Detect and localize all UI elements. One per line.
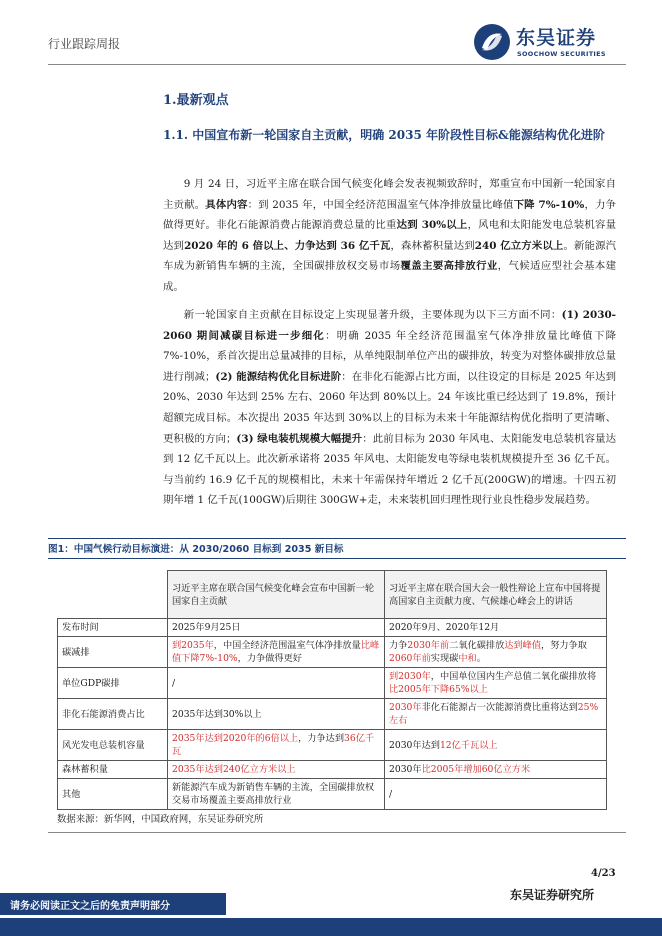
row-label: 风光发电总装机容量 <box>58 730 168 761</box>
row-label: 非化石能源消费占比 <box>58 699 168 730</box>
company-logo <box>473 22 623 62</box>
footer-divider <box>48 832 626 833</box>
cell-2025-target <box>168 761 385 779</box>
highlight-text: 25%左右 <box>389 702 599 726</box>
section-title: 1.最新观点 <box>163 93 229 108</box>
highlight-text: 比峰值下降7%-10% <box>172 640 380 664</box>
cell-text: 达到 <box>421 739 440 751</box>
cell-2020-target <box>385 779 607 810</box>
header-divider <box>48 64 626 65</box>
cell-2025-target <box>168 779 385 810</box>
cell-2020-target <box>385 699 607 730</box>
cell-2020-target <box>385 637 607 668</box>
cell-text: 实现碳 <box>430 653 459 664</box>
cell-2020-target <box>385 730 607 761</box>
comparison-table <box>57 570 607 810</box>
table-row <box>58 637 607 668</box>
cell-text: 2030年 <box>389 739 422 751</box>
footer-color-bar <box>0 918 662 936</box>
highlight-text: 2030年 <box>389 702 422 713</box>
highlight-text: 比2005年增加60亿立方米 <box>421 764 531 775</box>
highlight-text: 到2030年 <box>389 671 431 682</box>
cell-text: 。 <box>476 653 486 664</box>
highlight-text: 2030年前 <box>407 640 450 651</box>
row-label: 发布时间 <box>58 619 168 637</box>
cell-2020-target <box>385 619 607 637</box>
cell-text: 2020年9月、2020年12月 <box>389 622 500 633</box>
table-header-2025: 习近平主席在联合国气候变化峰会宣布中国新一轮国家自主贡献 <box>168 571 385 619</box>
disclaimer-banner <box>0 893 226 915</box>
cell-2020-target <box>385 761 607 779</box>
highlight-text: 2035年达到240亿立方米以上 <box>172 764 296 775</box>
cell-text: ，力争做得更好 <box>237 653 302 664</box>
cell-2025-target <box>168 699 385 730</box>
cell-text: / <box>389 788 393 800</box>
report-type-label: 行业跟踪周报 <box>48 37 121 51</box>
table-row <box>58 730 607 761</box>
cell-text: 2035年达到30%以上 <box>172 708 262 720</box>
row-label: 单位GDP碳排 <box>58 668 168 699</box>
cell-2020-target <box>385 668 607 699</box>
highlight-text: 比2005年下降65%以上 <box>389 684 488 695</box>
table-row <box>58 668 607 699</box>
cell-text: 新能源汽车成为新销售车辆的主流，全国碳排放权交易市场覆盖主要高排放行业 <box>172 782 375 806</box>
table-corner-cell <box>58 571 168 619</box>
row-label: 其他 <box>58 779 168 810</box>
cell-text: / <box>172 677 176 689</box>
highlight-text: 到2035年 <box>172 640 214 651</box>
row-label: 森林蓄积量 <box>58 761 168 779</box>
caption-bottom-rule <box>48 558 626 559</box>
cell-2025-target <box>168 668 385 699</box>
cell-text: 2025年9月25日 <box>172 622 241 633</box>
cell-text: ，中国全经济范围温室气体净排放量 <box>213 640 361 651</box>
highlight-text: 中和 <box>458 653 477 664</box>
cell-2025-target <box>168 730 385 761</box>
logo-mark-icon <box>473 23 511 61</box>
caption-top-rule <box>48 538 626 539</box>
row-label: 碳减排 <box>58 637 168 668</box>
highlight-text: 2060年前 <box>389 653 431 664</box>
cell-2025-target <box>168 637 385 668</box>
table-header-row <box>58 571 607 619</box>
table-row <box>58 699 607 730</box>
paragraph-ndc-content: 9 月 24 日，习近平主席在联合国气候变化峰会发表视频致辞时，郑重宣布中国新一轮国家自主贡献。具体内容：到 2035 年，中国全经济范围温室气体净排放量比峰值下降 7%-10%，力争做得更好。非化石能源消费占能源消费总量的比重达到 30%以上，风电和太阳能发电总装机容量达到2020 年的 6 倍以上、力争达到 36 亿千瓦，森林蓄积量达到240 亿立方米以上。新能源汽车成为新销售车辆的主流，全国碳排放权交易市场覆盖主要高排放行业，气候适应型社会基本建成。 <box>163 178 617 293</box>
cell-text: 非化石能源占一次能源消费比重将达到 <box>421 702 578 713</box>
disclaimer-text: 请务必阅读正文之后的免责声明部分 <box>10 901 170 912</box>
highlight-text: 2035年达到2020年的6倍以上 <box>172 733 299 744</box>
cell-text: ，努力争取 <box>541 640 587 651</box>
cell-text: ，力争达到 <box>298 733 345 744</box>
footer-org-name: 东吴证券研究所 <box>510 888 595 902</box>
paragraph-ndc-upgrades: 新一轮国家自主贡献在目标设定上实现显著升级，主要体现为以下三方面不同：(1) 2030-2060 期间减碳目标进一步细化：明确 2035 年全经济范围温室气体净排放量比峰值下降 7%-10%，系首次提出总量减排的目标，从单纯限制单位产出的碳排放，转变为对整体碳排放总量进行削减；(2) 能源结构优化目标进阶：在非化石能源占比方面，以往设定的目标是 2025 年达到 20%、2030 年达到 25% 左右、2060 年达到 80%以上。24 年该比重已经达到了 19.8%，预计超额完成目标。本次提出 2035 年达到 30%以上的目标为未来十年能源结构优化指明了更清晰、更积极的方向；(3) 绿电装机规模大幅提升：此前目标为 2030 年风电、太阳能发电总装机容量达到 12 亿千瓦以上。此次新承诺将 2035 年风电、太阳能发电等绿电装机规模提升至 36 亿千瓦。与当前约 16.9 亿千瓦的规模相比，未来十年需保持年增近 2 亿千瓦(200GW)的增速。十四五初期年增 1 亿千瓦(100GW)后期往 300GW+走，未来装机回归理性现行业良性稳步发展趋势。 <box>163 309 617 507</box>
cell-text: 2030年 <box>389 764 422 775</box>
cell-2025-target <box>168 619 385 637</box>
highlight-text: 达到峰值 <box>504 640 542 651</box>
cell-text: 力争 <box>389 640 408 651</box>
table-header-2020: 习近平主席在联合国大会一般性辩论上宣布中国将提高国家自主贡献力度、气候雄心峰会上的讲话 <box>385 571 607 619</box>
highlight-text: 12亿千瓦以上 <box>439 739 498 751</box>
figure-caption: 图1：中国气候行动目标演进：从 2030/2060 目标到 2035 新目标 <box>48 544 344 555</box>
logo-chinese-name: 东吴证券 <box>516 27 597 49</box>
subsection-title: 1.1. 中国宣布新一轮国家自主贡献，明确 2035 年阶段性目标&能源结构优化进阶 <box>163 128 605 142</box>
cell-text: 二氧化碳排放 <box>449 640 505 651</box>
table-row <box>58 761 607 779</box>
cell-text: ，中国单位国内生产总值二氧化碳排放将 <box>430 671 597 682</box>
logo-english-name: SOOCHOW SECURITIES <box>517 50 606 58</box>
source-note: 数据来源：新华网，中国政府网，东吴证券研究所 <box>57 814 264 825</box>
highlight-text: 36亿千瓦 <box>172 733 375 757</box>
page-number: 4/23 <box>591 868 616 879</box>
table-row <box>58 779 607 810</box>
table-row <box>58 619 607 637</box>
